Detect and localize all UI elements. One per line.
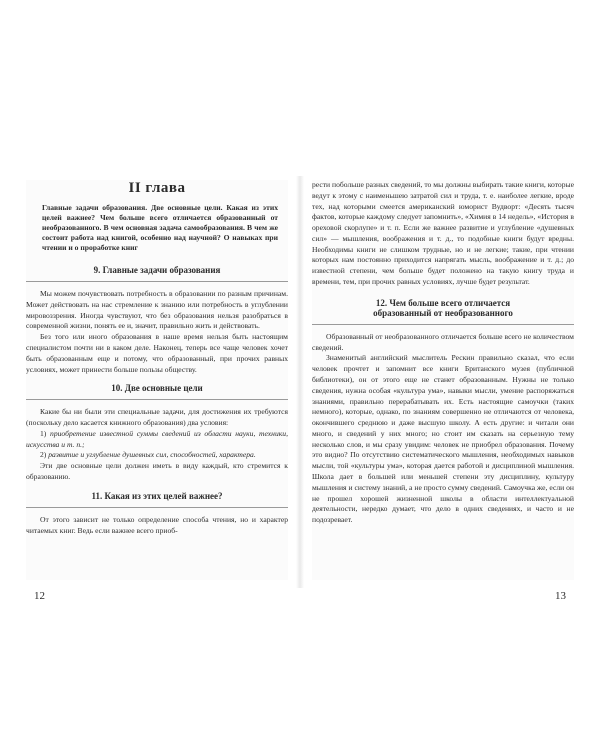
section-12-rule (312, 324, 574, 325)
section-10-list-item-1 (26, 429, 288, 451)
chapter-summary: Главные задачи образования. Две основные цели. Какая из этих целей важнее? Чем больше всего отличается образованный от необразованного. В чем основная задача самообразования. В чем же состоит работа над книгой, особенно над научной? О навыках при чтении и о проработке книг (42, 203, 278, 253)
section-11-heading: 11. Какая из этих целей важнее? (91, 490, 223, 501)
right-page (312, 180, 574, 602)
section-11-paragraph-1: От этого зависит не только определение способа чтения, но и характер читаемых книг. Ведь если важнее всего приоб- (26, 514, 288, 535)
chapter-title: II глава (128, 180, 186, 196)
section-10-paragraph-1: Какие бы ни были эти специальные задачи, для достижения их требуются (поскольку дело касается книжного образования) два условия: (26, 407, 288, 428)
section-12-heading-line-2: образованный от необразованного (373, 307, 513, 318)
list-item-1-text: приобретение известной суммы сведений из области науки, техники, искусства и т. п.; (26, 428, 288, 449)
page-number-left: 12 (34, 590, 45, 602)
list-item-2-number: 2) (40, 450, 47, 460)
book-gutter (296, 176, 304, 588)
continued-paragraph: рести побольше разных сведений, то мы должны выбирать такие книги, которые ведут к этому с наименьшею затратой сил и труда, т. е. наиболее легкие, вроде тех, над которыми смеется американский юморист Вудворт: «Десять тысяч фактов, которые каждому следует запомнить», «Химия в 14 недель», «История в ореховой скорлупе» и т. п. Если же важнее развитие и углубление «душевных сил» — мышления, воображения и т. д., то подобные книги будут вредны. Необходимы книги не слишком трудные, но и не легкие; такие, при чтении которых нам постоянно приходится напрягать мысль, воображение и т. д.; до известной степени, чем больше будет положено на такую книгу труда и времени, тем, при прочих равных условиях, лучше будет результат. (312, 180, 574, 287)
section-10-rule (26, 399, 288, 400)
section-9-rule (26, 281, 288, 282)
section-9-heading: 9. Главные задачи образования (93, 265, 221, 276)
section-11-rule (26, 507, 288, 508)
section-12-heading-line-1: 12. Чем больше всего отличается (375, 297, 511, 308)
section-10-heading: 10. Две основные цели (111, 383, 203, 394)
section-12-heading (312, 298, 574, 318)
section-12-paragraph-1: Образованный от необразованного отличается больше всего не количеством сведений. (312, 331, 574, 352)
section-12-paragraph-2: Знаменитый английский мыслитель Рескин правильно сказал, что если человек прочтет и запомнит все книги Британского музея (публичной библиотеки), он от этого еще не станет образованным. Нужны не только сведения, нужна особая «культура ума», навыки мысли, умение распоряжаться знаниями, правильно перерабатывать их. Есть настоящие самоучки (таких немного), которые, однако, по знаниям совершенно не отличаются от человека, окончившего среднюю и даже высшую школу. А есть другие: и читали они много, и сведений у них много; но стоит им сказать на серьезную тему несколько слов, и мы сразу увидим: человек не приобрел образования. Почему это видно? По отсутствию систематического мышления, необходимых навыков мысли, той «культуры ума», которая дается работой и дисциплиной мышления. Школа дает в большей или меньшей степени эту дисциплину, культуру мышления и систему знаний, а не просто сумму сведений. Самоучка же, если он не прошел хорошей жизненной школы в области интеллектуальной деятельности, нередко думает, что дело в одних сведениях, и часто и не подозревает. (312, 353, 574, 525)
list-item-1-number: 1) (40, 428, 47, 438)
list-item-2-text: развитие и углубление душевных сил, способностей, характера. (48, 450, 256, 460)
page-number-right: 13 (555, 590, 566, 602)
section-9-paragraph-2: Без того или иного образования в наше время нельзя быть настоящим специалистом почти ни в каком деле. Наконец, теперь все чаще человек хочет быть образованным еще и потому, что образованный, при прочих равных условиях, может принести больше пользы обществу. (26, 332, 288, 374)
section-9-paragraph-1: Мы можем почувствовать потребность в образовании по разным причинам. Может действовать на нас стремление к знанию или потребность в углублении мировоззрения. Иногда чувствуют, что без образования нельзя разобраться в современной жизни, понять ее и, значит, правильно жить и действовать. (26, 289, 288, 331)
left-page (26, 180, 288, 602)
section-10-paragraph-2: Эти две основные цели должен иметь в виду каждый, кто стремится к образованию. (26, 461, 288, 482)
section-10-list-item-2 (26, 450, 288, 461)
